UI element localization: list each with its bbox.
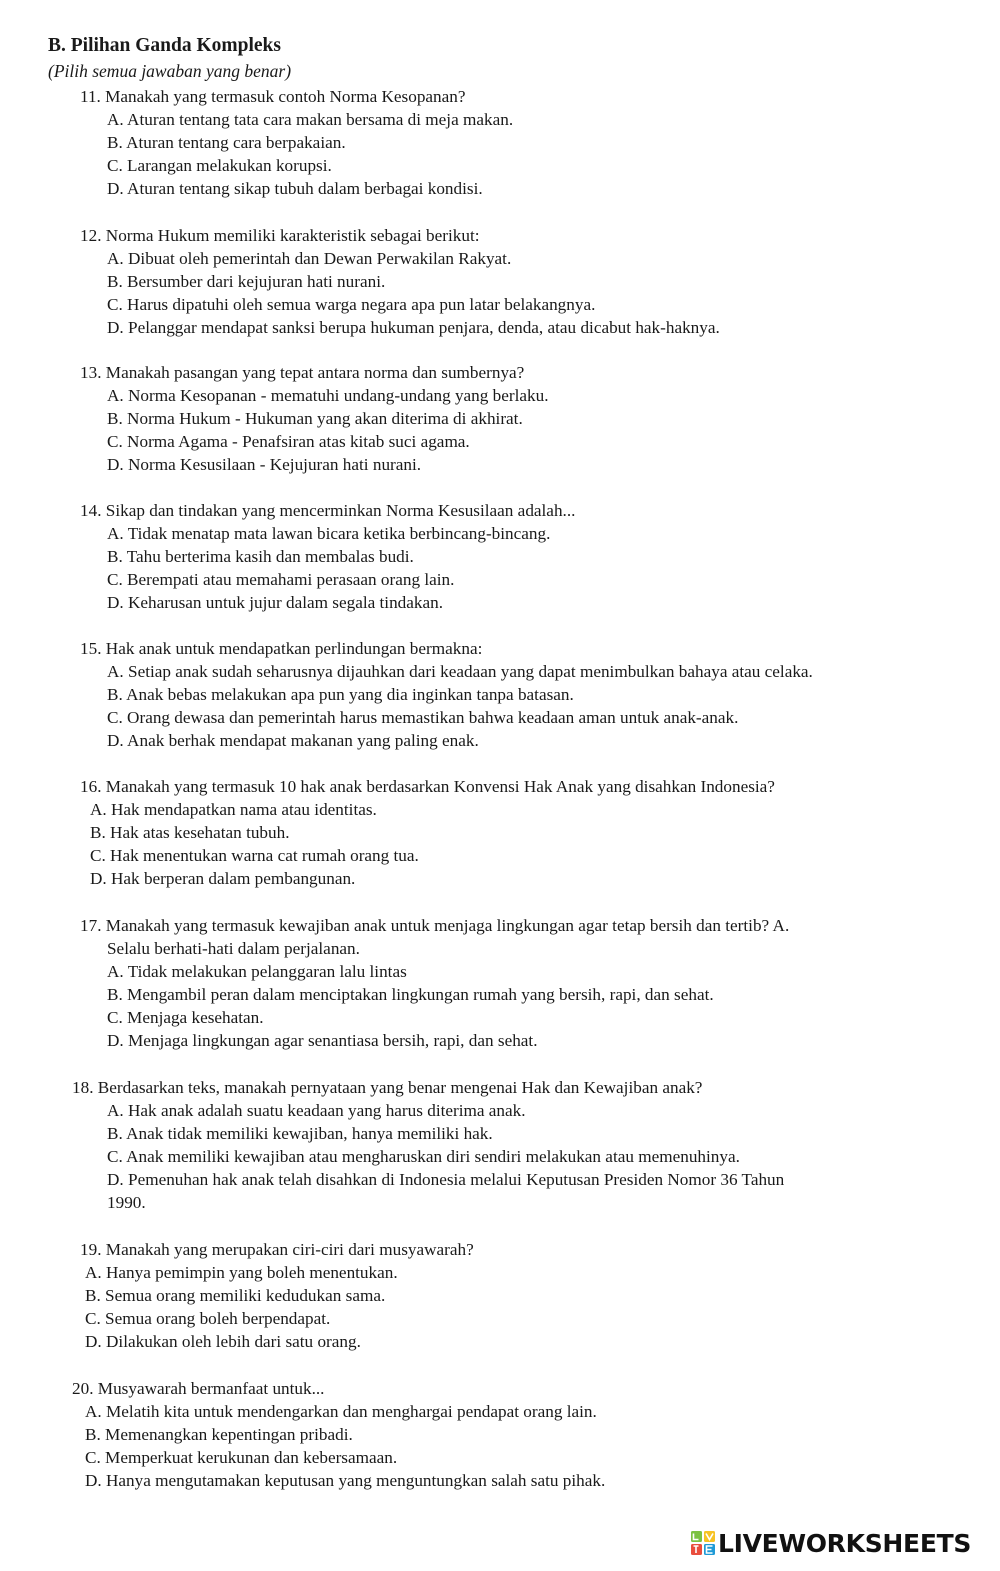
- answer-option[interactable]: C. Hak menentukan warna cat rumah orang tua.: [90, 846, 419, 865]
- answer-option[interactable]: D. Norma Kesusilaan - Kejujuran hati nurani.: [107, 455, 422, 474]
- answer-option[interactable]: B. Norma Hukum - Hukuman yang akan diterima di akhirat.: [107, 409, 523, 428]
- answer-option[interactable]: A. Hanya pemimpin yang boleh menentukan.: [85, 1263, 398, 1282]
- answer-option[interactable]: A. Aturan tentang tata cara makan bersama di meja makan.: [107, 110, 514, 129]
- question-text: 14. Sikap dan tindakan yang mencerminkan Norma Kesusilaan adalah...: [80, 501, 576, 520]
- answer-option[interactable]: C. Menjaga kesehatan.: [107, 1008, 264, 1027]
- answer-option[interactable]: D. Aturan tentang sikap tubuh dalam berbagai kondisi.: [107, 179, 483, 198]
- answer-option[interactable]: C. Berempati atau memahami perasaan orang lain.: [107, 570, 455, 589]
- answer-option[interactable]: C. Harus dipatuhi oleh semua warga negara apa pun latar belakangnya.: [107, 295, 596, 314]
- answer-option[interactable]: B. Tahu berterima kasih dan membalas budi.: [107, 547, 414, 566]
- answer-option[interactable]: C. Memperkuat kerukunan dan kebersamaan.: [85, 1448, 398, 1467]
- answer-option[interactable]: D. Dilakukan oleh lebih dari satu orang.: [85, 1332, 361, 1351]
- answer-option[interactable]: C. Anak memiliki kewajiban atau mengharuskan diri sendiri melakukan atau memenuhinya.: [107, 1147, 740, 1166]
- question-text: 19. Manakah yang merupakan ciri-ciri dari musyawarah?: [80, 1240, 474, 1259]
- answer-option[interactable]: B. Anak bebas melakukan apa pun yang dia inginkan tanpa batasan.: [107, 685, 574, 704]
- section-subtitle: (Pilih semua jawaban yang benar): [48, 61, 292, 81]
- answer-option[interactable]: B. Hak atas kesehatan tubuh.: [90, 823, 290, 842]
- answer-option[interactable]: D. Menjaga lingkungan agar senantiasa bersih, rapi, dan sehat.: [107, 1031, 538, 1050]
- section-title: B. Pilihan Ganda Kompleks: [48, 35, 281, 56]
- answer-option-continued[interactable]: 1990.: [107, 1193, 146, 1212]
- question-text: 11. Manakah yang termasuk contoh Norma Kesopanan?: [80, 87, 466, 106]
- question-text: 17. Manakah yang termasuk kewajiban anak untuk menjaga lingkungan agar tetap bersih dan tertib? A.: [80, 916, 790, 935]
- liveworksheets-logo[interactable]: [690, 1527, 971, 1559]
- answer-option[interactable]: C. Norma Agama - Penafsiran atas kitab suci agama.: [107, 432, 470, 451]
- question-text-continued: Selalu berhati-hati dalam perjalanan.: [107, 939, 360, 958]
- question-text: 13. Manakah pasangan yang tepat antara norma dan sumbernya?: [80, 363, 525, 382]
- answer-option[interactable]: B. Anak tidak memiliki kewajiban, hanya memiliki hak.: [107, 1124, 493, 1143]
- answer-option[interactable]: D. Pelanggar mendapat sanksi berupa hukuman penjara, denda, atau dicabut hak-haknya.: [107, 318, 720, 337]
- answer-option[interactable]: D. Keharusan untuk jujur dalam segala tindakan.: [107, 593, 444, 612]
- answer-option[interactable]: D. Anak berhak mendapat makanan yang paling enak.: [107, 731, 479, 750]
- answer-option[interactable]: B. Memenangkan kepentingan pribadi.: [85, 1425, 353, 1444]
- answer-option[interactable]: B. Mengambil peran dalam menciptakan lingkungan rumah yang bersih, rapi, dan sehat.: [107, 985, 714, 1004]
- answer-option[interactable]: C. Semua orang boleh berpendapat.: [85, 1309, 331, 1328]
- answer-option[interactable]: C. Orang dewasa dan pemerintah harus memastikan bahwa keadaan aman untuk anak-anak.: [107, 708, 739, 727]
- answer-option[interactable]: B. Aturan tentang cara berpakaian.: [107, 133, 346, 152]
- answer-option[interactable]: D. Pemenuhan hak anak telah disahkan di Indonesia melalui Keputusan Presiden Nomor 36 Tahun: [107, 1170, 785, 1189]
- liveworksheets-logo-icon: [690, 1530, 716, 1556]
- answer-option[interactable]: A. Tidak menatap mata lawan bicara ketika berbincang-bincang.: [107, 524, 551, 543]
- answer-option[interactable]: D. Hak berperan dalam pembangunan.: [90, 869, 356, 888]
- answer-option[interactable]: A. Hak mendapatkan nama atau identitas.: [90, 800, 377, 819]
- answer-option[interactable]: A. Tidak melakukan pelanggaran lalu lintas: [107, 962, 407, 981]
- answer-option[interactable]: A. Melatih kita untuk mendengarkan dan menghargai pendapat orang lain.: [85, 1402, 597, 1421]
- answer-option[interactable]: B. Bersumber dari kejujuran hati nurani.: [107, 272, 386, 291]
- question-text: 18. Berdasarkan teks, manakah pernyataan yang benar mengenai Hak dan Kewajiban anak?: [72, 1078, 703, 1097]
- answer-option[interactable]: A. Setiap anak sudah seharusnya dijauhkan dari keadaan yang dapat menimbulkan bahaya atau celaka.: [107, 662, 813, 681]
- answer-option[interactable]: A. Hak anak adalah suatu keadaan yang harus diterima anak.: [107, 1101, 526, 1120]
- answer-option[interactable]: D. Hanya mengutamakan keputusan yang menguntungkan salah satu pihak.: [85, 1471, 606, 1490]
- question-text: 16. Manakah yang termasuk 10 hak anak berdasarkan Konvensi Hak Anak yang disahkan Indonesia?: [80, 777, 775, 796]
- brand-name: LIVEWORKSHEETS: [718, 1528, 972, 1558]
- question-text: 12. Norma Hukum memiliki karakteristik sebagai berikut:: [80, 226, 480, 245]
- answer-option[interactable]: C. Larangan melakukan korupsi.: [107, 156, 332, 175]
- question-text: 15. Hak anak untuk mendapatkan perlindungan bermakna:: [80, 639, 483, 658]
- question-text: 20. Musyawarah bermanfaat untuk...: [72, 1379, 325, 1398]
- answer-option[interactable]: A. Norma Kesopanan - mematuhi undang-undang yang berlaku.: [107, 386, 549, 405]
- answer-option[interactable]: A. Dibuat oleh pemerintah dan Dewan Perwakilan Rakyat.: [107, 249, 512, 268]
- answer-option[interactable]: B. Semua orang memiliki kedudukan sama.: [85, 1286, 386, 1305]
